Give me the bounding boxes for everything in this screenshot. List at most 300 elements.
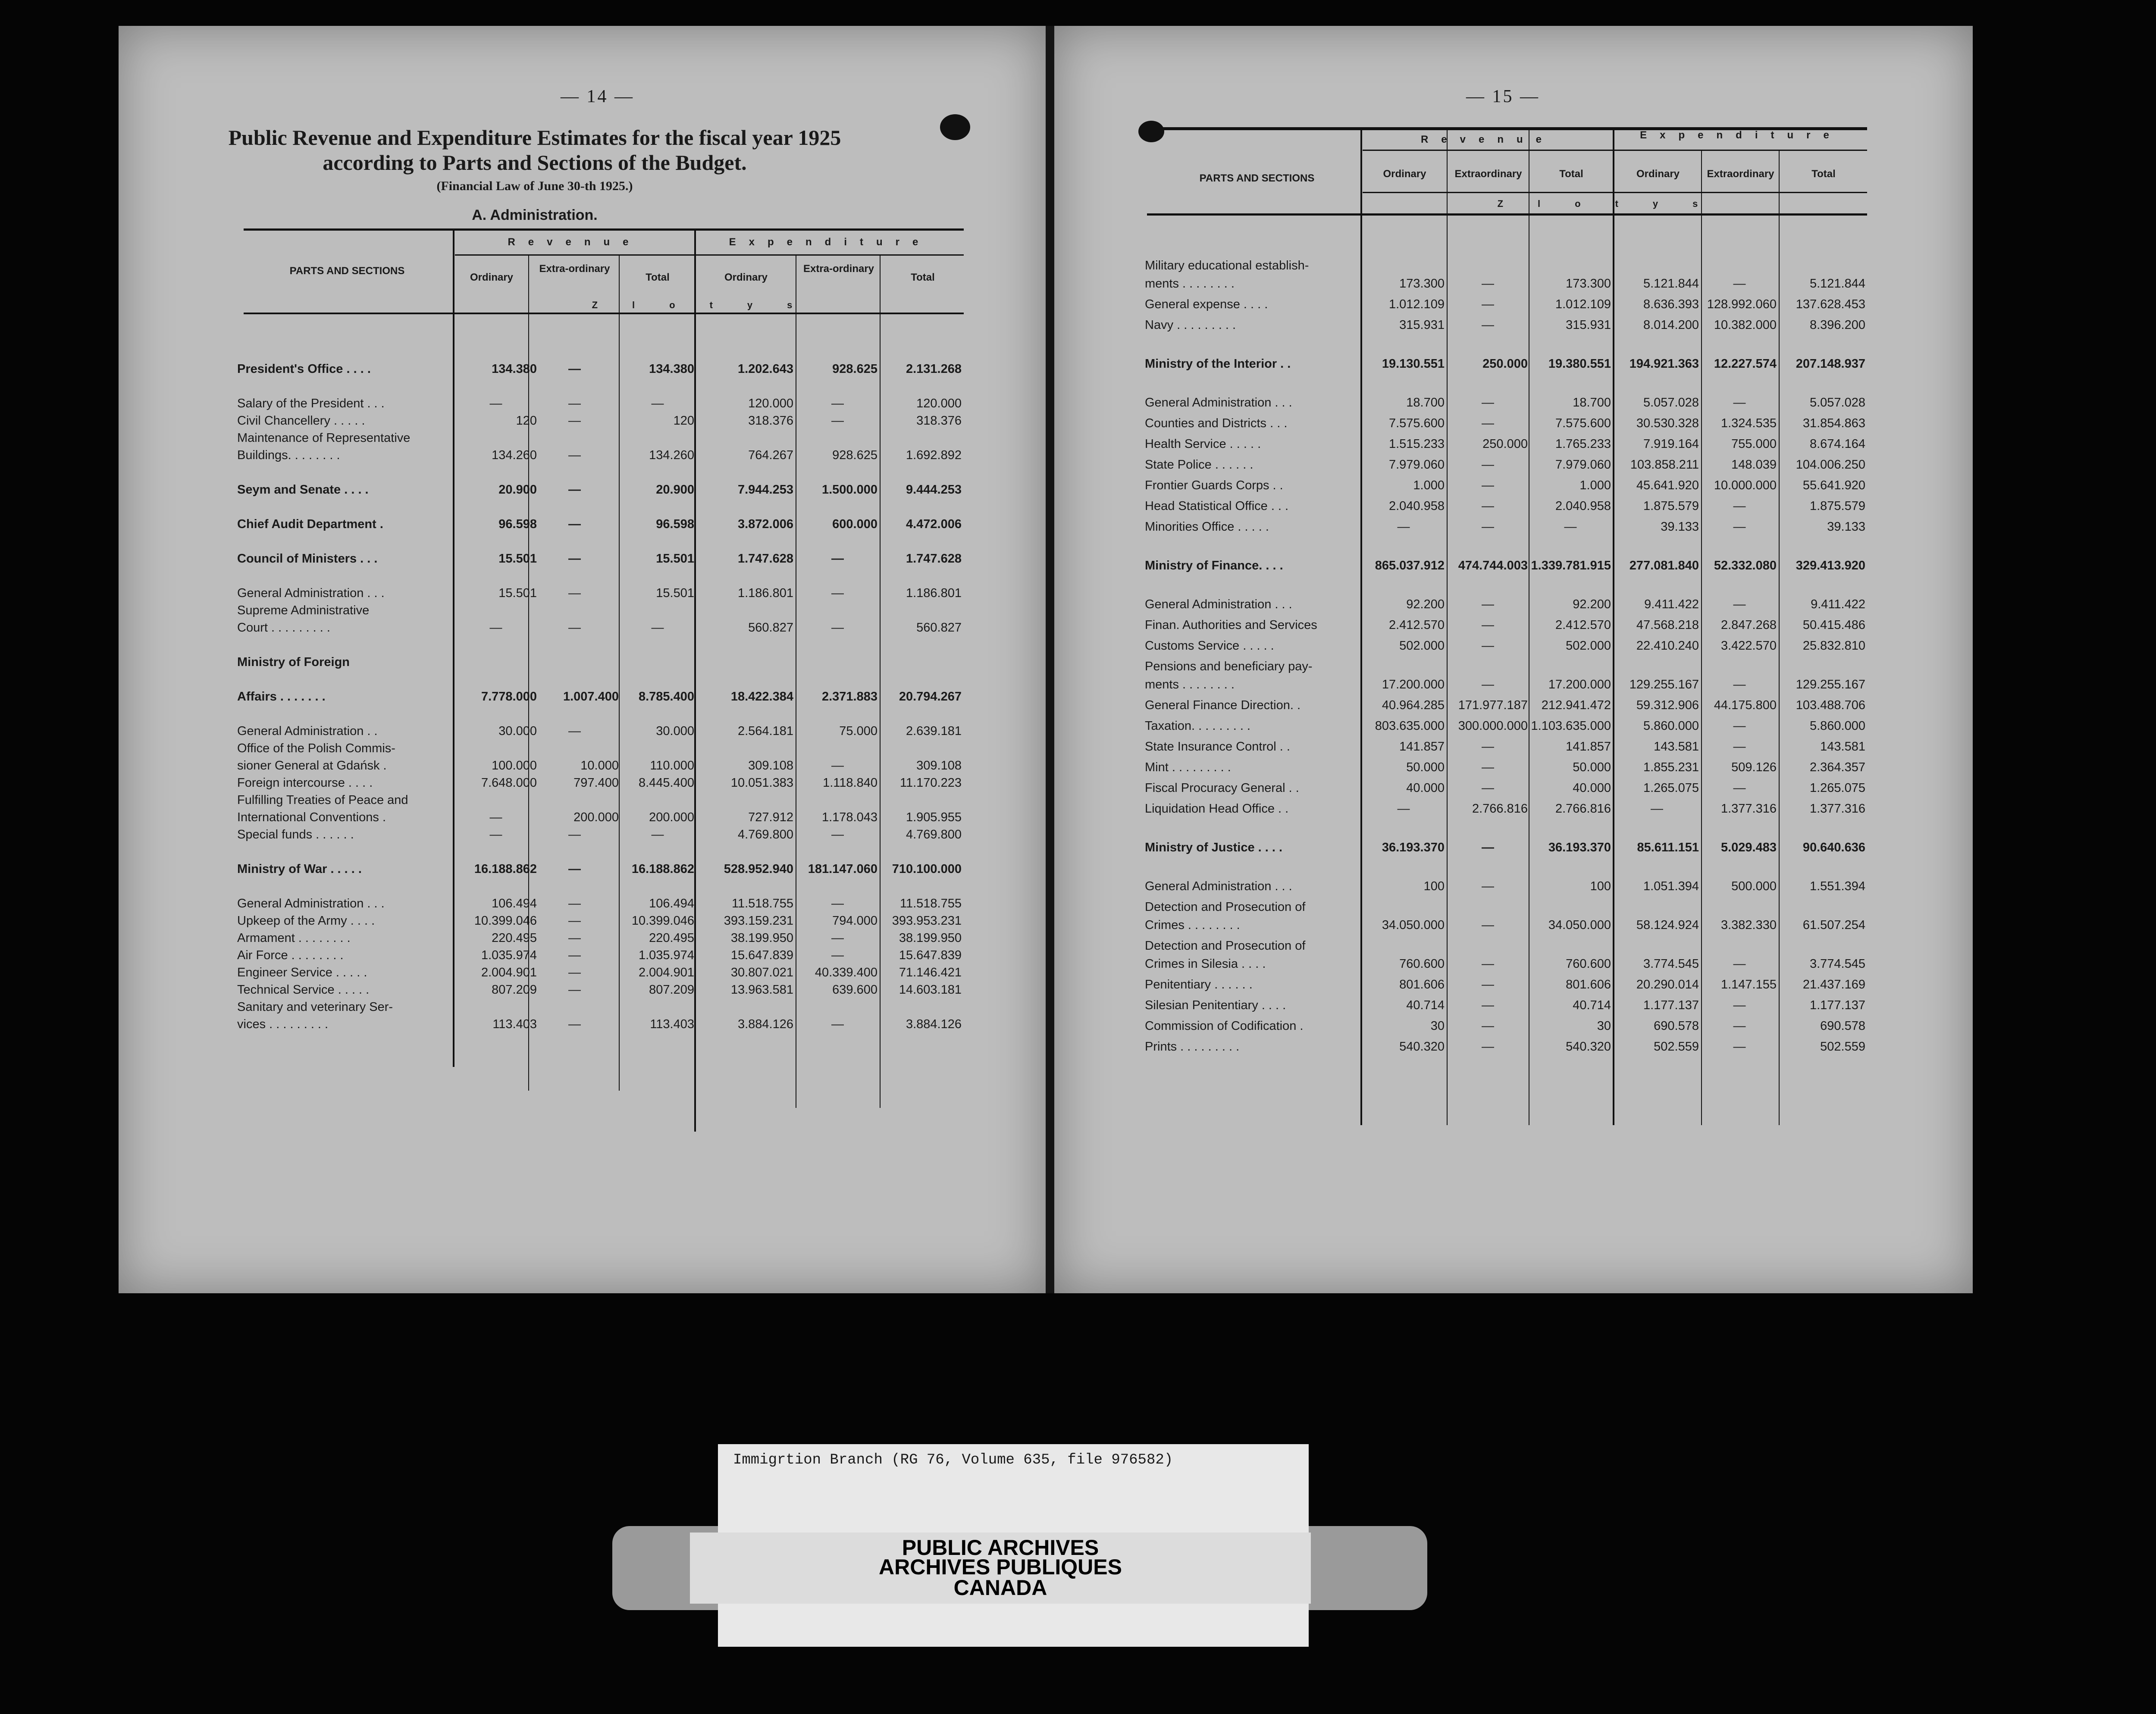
cell-value: —: [568, 914, 581, 928]
cell-value: 2.040.958: [1555, 499, 1611, 513]
cell-value: 173.300: [1566, 277, 1611, 291]
cell-value: 40.339.400: [815, 966, 877, 979]
cell-value: —: [831, 948, 844, 962]
cell-value: 1.324.535: [1720, 416, 1777, 430]
cell-value: 10.000.000: [1714, 479, 1777, 492]
cell-value: 1.186.801: [906, 586, 962, 600]
cell-value: —: [568, 362, 581, 376]
section-title: A. Administration.: [472, 207, 598, 223]
cell-value: 250.000: [1482, 357, 1528, 371]
cell-value: 7.575.600: [1555, 416, 1611, 430]
row-label: Supreme Administrative: [237, 604, 370, 617]
cell-value: 928.625: [832, 448, 877, 462]
cell-value: 1.765.233: [1555, 437, 1611, 451]
cell-value: —: [1397, 520, 1410, 534]
cell-value: 474.744.003: [1458, 559, 1528, 572]
cell-value: 134.380: [492, 362, 537, 376]
cell-value: —: [1482, 458, 1494, 472]
cell-value: 8.396.200: [1809, 318, 1865, 332]
cell-value: 8.674.164: [1809, 437, 1865, 451]
cell-value: 1.178.043: [821, 810, 877, 824]
cell-value: 1.051.394: [1643, 879, 1699, 893]
cell-value: —: [831, 552, 844, 566]
cell-value: 1.875.579: [1809, 499, 1865, 513]
cell-value: 50.000: [1406, 760, 1445, 774]
left-header-exp-ordinary: Ordinary: [724, 272, 768, 283]
cell-value: —: [1733, 1040, 1746, 1054]
cell-value: 309.108: [916, 759, 962, 773]
cell-value: 5.121.844: [1809, 277, 1865, 291]
row-label: General Administration . . .: [237, 586, 385, 600]
cell-value: 103.488.706: [1796, 698, 1865, 712]
row-label: President's Office . . . .: [237, 362, 371, 376]
cell-value: —: [568, 948, 581, 962]
cell-value: 318.376: [748, 414, 793, 428]
cell-value: 22.410.240: [1636, 639, 1699, 653]
cell-value: 1.855.231: [1643, 760, 1699, 774]
cell-value: —: [1482, 1040, 1494, 1054]
row-label: Pensions and beneficiary pay-: [1145, 660, 1313, 673]
row-label: Military educational establish-: [1145, 259, 1309, 272]
cell-value: 250.000: [1482, 437, 1528, 451]
cell-value: 2.412.570: [1388, 618, 1445, 632]
right-header-expenditure: Expenditure: [1640, 129, 1842, 141]
cell-value: 2.639.181: [906, 724, 962, 738]
cell-value: 106.494: [649, 897, 694, 910]
cell-value: —: [1733, 719, 1746, 733]
cell-value: —: [1482, 740, 1494, 754]
cell-value: —: [1482, 277, 1494, 291]
cell-value: —: [568, 448, 581, 462]
cell-value: 1.515.233: [1388, 437, 1445, 451]
cell-value: 502.559: [1820, 1040, 1865, 1054]
cell-value: 12.227.574: [1714, 357, 1777, 371]
cell-value: 502.000: [1399, 639, 1445, 653]
cell-value: 106.494: [492, 897, 537, 910]
cell-value: 17.200.000: [1548, 678, 1611, 691]
cell-value: 1.000: [1579, 479, 1611, 492]
left-header-currency: Zlotys: [592, 300, 827, 310]
cell-value: 807.209: [492, 983, 537, 997]
cell-value: 928.625: [832, 362, 877, 376]
book-gutter: [1046, 26, 1054, 1293]
cell-value: 173.300: [1399, 277, 1445, 291]
row-label: Special funds . . . . . .: [237, 828, 354, 841]
cell-value: 39.133: [1661, 520, 1699, 534]
cell-value: 318.376: [916, 414, 962, 428]
row-label: State Police . . . . . .: [1145, 458, 1253, 472]
cell-value: —: [831, 931, 844, 945]
cell-value: —: [1733, 499, 1746, 513]
cell-value: 55.641.920: [1802, 479, 1865, 492]
cell-value: —: [1482, 639, 1494, 653]
cell-value: 134.260: [492, 448, 537, 462]
row-label: General Administration . . .: [1145, 396, 1292, 410]
cell-value: —: [1733, 678, 1746, 691]
cell-value: —: [651, 621, 664, 635]
row-label: Air Force . . . . . . . .: [237, 948, 344, 962]
cell-value: 141.857: [1399, 740, 1445, 754]
cell-value: 690.578: [1820, 1019, 1865, 1033]
cell-value: 8.636.393: [1643, 297, 1699, 311]
left-header-exp-total: Total: [911, 272, 935, 283]
cell-value: 220.495: [649, 931, 694, 945]
row-label: Maintenance of Representative: [237, 431, 411, 445]
title-line-2: according to Parts and Sections of the Budget.: [323, 150, 747, 175]
row-label: General Administration . .: [237, 724, 378, 738]
cell-value: 329.413.920: [1796, 559, 1865, 572]
cell-value: 1.118.840: [823, 776, 877, 790]
cell-value: —: [1733, 597, 1746, 611]
cell-value: 1.012.109: [1388, 297, 1445, 311]
cell-value: 30: [1430, 1019, 1445, 1033]
cell-value: 10.399.046: [631, 914, 694, 928]
cell-value: —: [1482, 678, 1494, 691]
ink-blot: [940, 114, 970, 140]
cell-value: 5.860.000: [1643, 719, 1699, 733]
cell-value: —: [568, 586, 581, 600]
left-header-exp-extra: Extra-ordinary: [803, 263, 874, 275]
cell-value: 20.290.014: [1636, 978, 1699, 991]
cell-value: 1.747.628: [906, 552, 962, 566]
cell-value: 3.422.570: [1720, 639, 1777, 653]
cell-value: —: [831, 1017, 844, 1031]
cell-value: 5.029.483: [1720, 841, 1777, 854]
cell-value: 5.860.000: [1809, 719, 1865, 733]
cell-value: —: [1482, 879, 1494, 893]
title-line-1: Public Revenue and Expenditure Estimates for the fiscal year 1925: [228, 125, 841, 150]
row-label: Crimes . . . . . . . .: [1145, 918, 1240, 932]
cell-value: 1.265.075: [1643, 781, 1699, 795]
cell-value: 181.147.060: [808, 862, 877, 876]
cell-value: 96.598: [656, 517, 694, 531]
cell-value: 100: [1423, 879, 1445, 893]
cell-value: 710.100.000: [892, 862, 962, 876]
row-label: Seym and Senate . . . .: [237, 483, 369, 497]
cell-value: 11.518.755: [900, 897, 962, 910]
cell-value: 15.501: [656, 586, 694, 600]
row-label: Ministry of Foreign: [237, 655, 350, 669]
cell-value: 113.403: [650, 1017, 694, 1031]
cell-value: 1.103.635.000: [1531, 719, 1611, 733]
row-label: Fulfilling Treaties of Peace and: [237, 793, 408, 807]
cell-value: 10.051.383: [730, 776, 793, 790]
cell-value: 803.635.000: [1375, 719, 1445, 733]
cell-value: 8.014.200: [1643, 318, 1699, 332]
cell-value: 92.200: [1573, 597, 1611, 611]
cell-value: —: [568, 931, 581, 945]
cell-value: 801.606: [1399, 978, 1445, 991]
cell-value: 103.858.211: [1630, 458, 1699, 472]
cell-value: —: [1482, 618, 1494, 632]
cell-value: 315.931: [1566, 318, 1611, 332]
cell-value: —: [568, 1017, 581, 1031]
cell-value: —: [651, 828, 664, 841]
cell-value: 21.437.169: [1802, 978, 1865, 991]
cell-value: 760.600: [1399, 957, 1445, 971]
cell-value: 194.921.363: [1629, 357, 1699, 371]
row-label: Silesian Penitentiary . . . .: [1145, 998, 1286, 1012]
row-label: ments . . . . . . . .: [1145, 277, 1235, 291]
cell-value: 15.501: [498, 586, 537, 600]
ink-blot: [1138, 121, 1164, 142]
cell-value: 3.884.126: [737, 1017, 793, 1031]
cell-value: —: [1482, 1019, 1494, 1033]
row-label: Affairs . . . . . . .: [237, 690, 326, 704]
cell-value: 120.000: [748, 397, 793, 410]
cell-value: 560.827: [916, 621, 962, 635]
cell-value: 3.382.330: [1720, 918, 1777, 932]
cell-value: 7.778.000: [481, 690, 537, 704]
cell-value: 5.057.028: [1643, 396, 1699, 410]
left-header-rev-ordinary: Ordinary: [470, 272, 514, 283]
cell-value: 59.312.906: [1636, 698, 1699, 712]
cell-value: —: [831, 414, 844, 428]
cell-value: 1.377.316: [1809, 802, 1865, 816]
cell-value: 34.050.000: [1382, 918, 1445, 932]
right-page-number: — 15 —: [1466, 87, 1540, 106]
cell-value: 393.953.231: [892, 914, 962, 928]
cell-value: 38.199.950: [899, 931, 962, 945]
cell-value: 1.905.955: [906, 810, 962, 824]
cell-value: —: [1733, 396, 1746, 410]
cell-value: 727.912: [748, 810, 793, 824]
stamp-line-3: CANADA: [953, 1576, 1047, 1600]
cell-value: 20.900: [656, 483, 694, 497]
cell-value: —: [1482, 998, 1494, 1012]
row-label: Ministry of War . . . . .: [237, 862, 362, 876]
row-label: Council of Ministers . . .: [237, 552, 378, 566]
row-label: General expense . . . .: [1145, 297, 1268, 311]
cell-value: 45.641.920: [1636, 479, 1699, 492]
cell-value: 75.000: [839, 724, 877, 738]
row-label: Sanitary and veterinary Ser-: [237, 1000, 393, 1014]
cell-value: 502.000: [1566, 639, 1611, 653]
cell-value: —: [568, 983, 581, 997]
cell-value: 4.769.800: [906, 828, 962, 841]
cell-value: —: [831, 759, 844, 773]
row-label: Navy . . . . . . . . .: [1145, 318, 1236, 332]
cell-value: —: [1733, 1019, 1746, 1033]
cell-value: —: [651, 397, 664, 410]
cell-value: 30.530.328: [1636, 416, 1699, 430]
cell-value: 9.411.422: [1811, 597, 1865, 611]
stamp-line-1: PUBLIC ARCHIVES: [902, 1536, 1099, 1560]
cell-value: 36.193.370: [1382, 841, 1445, 854]
row-label: Chief Audit Department .: [237, 517, 383, 531]
cell-value: 502.559: [1654, 1040, 1699, 1054]
cell-value: 7.919.164: [1643, 437, 1699, 451]
row-label: Buildings. . . . . . . .: [237, 448, 340, 462]
cell-value: 30: [1597, 1019, 1611, 1033]
row-label: Court . . . . . . . . .: [237, 621, 330, 635]
cell-value: 11.518.755: [732, 897, 793, 910]
cell-value: —: [831, 828, 844, 841]
cell-value: 1.202.643: [737, 362, 793, 376]
left-page-number: — 14 —: [561, 87, 634, 106]
cell-value: 36.193.370: [1548, 841, 1611, 854]
cell-value: 1.000: [1413, 479, 1445, 492]
cell-value: 129.255.167: [1629, 678, 1699, 691]
right-header-exp-extra: Extraordinary: [1707, 168, 1774, 180]
cell-value: —: [1482, 499, 1494, 513]
row-label: Ministry of Justice . . . .: [1145, 841, 1283, 854]
cell-value: 16.188.862: [631, 862, 694, 876]
cell-value: 52.332.080: [1714, 559, 1777, 572]
cell-value: 3.774.545: [1643, 957, 1699, 971]
left-header-parts: PARTS AND SECTIONS: [289, 265, 405, 277]
row-label: Office of the Polish Commis-: [237, 741, 395, 755]
row-label: Technical Service . . . . .: [237, 983, 370, 997]
cell-value: 540.320: [1399, 1040, 1445, 1054]
cell-value: 148.039: [1731, 458, 1777, 472]
cell-value: —: [1482, 841, 1494, 854]
cell-value: 1.177.137: [1643, 998, 1699, 1012]
cell-value: 794.000: [832, 914, 877, 928]
cell-value: 15.501: [656, 552, 694, 566]
row-label: Minorities Office . . . . .: [1145, 520, 1269, 534]
cell-value: —: [1397, 802, 1410, 816]
cell-value: 865.037.912: [1375, 559, 1445, 572]
cell-value: 143.581: [1654, 740, 1699, 754]
cell-value: 18.700: [1406, 396, 1445, 410]
cell-value: —: [831, 586, 844, 600]
cell-value: 92.200: [1406, 597, 1445, 611]
cell-value: —: [1482, 760, 1494, 774]
cell-value: 2.766.816: [1555, 802, 1611, 816]
cell-value: 134.380: [649, 362, 694, 376]
cell-value: 2.364.357: [1809, 760, 1865, 774]
cell-value: 11.170.223: [900, 776, 962, 790]
cell-value: —: [489, 397, 502, 410]
row-label: Prints . . . . . . . . .: [1145, 1040, 1240, 1054]
cell-value: 1.186.801: [737, 586, 793, 600]
cell-value: —: [1482, 520, 1494, 534]
right-header-rev-total: Total: [1559, 168, 1583, 180]
cell-value: 1.265.075: [1809, 781, 1865, 795]
cell-value: 15.501: [498, 552, 537, 566]
row-label: Head Statistical Office . . .: [1145, 499, 1289, 513]
cell-value: —: [568, 414, 581, 428]
row-label: Ministry of the Interior . .: [1145, 357, 1291, 371]
row-label: Engineer Service . . . . .: [237, 966, 367, 979]
cell-value: 1.875.579: [1643, 499, 1699, 513]
cell-value: —: [1733, 957, 1746, 971]
cell-value: 18.700: [1573, 396, 1611, 410]
left-header-rev-extra: Extra-ordinary: [539, 263, 610, 275]
cell-value: 171.977.187: [1458, 698, 1528, 712]
cell-value: 90.640.636: [1802, 841, 1865, 854]
cell-value: —: [1482, 416, 1494, 430]
cell-value: —: [568, 724, 581, 738]
cell-value: 40.714: [1406, 998, 1445, 1012]
cell-value: —: [1733, 277, 1746, 291]
cell-value: 129.255.167: [1796, 678, 1865, 691]
cell-value: —: [568, 552, 581, 566]
cell-value: 17.200.000: [1382, 678, 1445, 691]
cell-value: —: [568, 897, 581, 910]
cell-value: —: [831, 397, 844, 410]
cell-value: —: [568, 483, 581, 497]
cell-value: 1.339.781.915: [1531, 559, 1611, 572]
cell-value: 96.598: [498, 517, 537, 531]
cell-value: 39.133: [1827, 520, 1865, 534]
cell-value: 801.606: [1566, 978, 1611, 991]
row-label: Civil Chancellery . . . . .: [237, 414, 365, 428]
archive-note: Immigrtion Branch (RG 76, Volume 635, file 976582): [733, 1452, 1173, 1468]
row-label: Customs Service . . . . .: [1145, 639, 1274, 653]
cell-value: 764.267: [748, 448, 793, 462]
cell-value: 20.900: [498, 483, 537, 497]
cell-value: 120.000: [916, 397, 962, 410]
cell-value: 18.422.384: [730, 690, 793, 704]
cell-value: 1.747.628: [737, 552, 793, 566]
cell-value: 3.872.006: [737, 517, 793, 531]
cell-value: 1.035.974: [481, 948, 537, 962]
cell-value: 30.807.021: [730, 966, 793, 979]
cell-value: 58.124.924: [1636, 918, 1699, 932]
cell-value: 309.108: [748, 759, 793, 773]
cell-value: 200.000: [573, 810, 619, 824]
cell-value: —: [1733, 781, 1746, 795]
cell-value: 1.147.155: [1720, 978, 1777, 991]
cell-value: 16.188.862: [474, 862, 537, 876]
cell-value: 315.931: [1399, 318, 1445, 332]
cell-value: 100.000: [492, 759, 537, 773]
cell-value: 1.007.400: [563, 690, 619, 704]
row-label: Health Service . . . . .: [1145, 437, 1261, 451]
right-header-parts: PARTS AND SECTIONS: [1199, 172, 1315, 184]
cell-value: 50.000: [1573, 760, 1611, 774]
cell-value: 8.785.400: [638, 690, 694, 704]
cell-value: 128.992.060: [1707, 297, 1777, 311]
row-label: Crimes in Silesia . . . .: [1145, 957, 1266, 971]
cell-value: —: [1482, 978, 1494, 991]
cell-value: 50.415.486: [1802, 618, 1865, 632]
cell-value: 120: [516, 414, 537, 428]
row-label: General Administration . . .: [1145, 879, 1292, 893]
cell-value: 110.000: [650, 759, 694, 773]
document-subtitle: (Financial Law of June 30-th 1925.): [436, 179, 633, 193]
cell-value: —: [568, 966, 581, 979]
cell-value: —: [568, 397, 581, 410]
row-label: Salary of the President . . .: [237, 397, 385, 410]
row-label: Mint . . . . . . . . .: [1145, 760, 1231, 774]
row-label: sioner General at Gdańsk .: [237, 759, 387, 773]
cell-value: 4.472.006: [906, 517, 962, 531]
cell-value: 2.412.570: [1555, 618, 1611, 632]
row-label: General Finance Direction. .: [1145, 698, 1301, 712]
row-label: Ministry of Finance. . . .: [1145, 559, 1283, 572]
cell-value: —: [1482, 396, 1494, 410]
cell-value: —: [1482, 957, 1494, 971]
cell-value: 1.035.974: [638, 948, 694, 962]
stamp-line-2: ARCHIVES PUBLIQUES: [879, 1555, 1122, 1579]
cell-value: —: [568, 621, 581, 635]
cell-value: —: [1733, 998, 1746, 1012]
row-label: General Administration . . .: [237, 897, 385, 910]
left-header-revenue: Revenue: [508, 236, 642, 248]
cell-value: 31.854.863: [1802, 416, 1865, 430]
cell-value: 137.628.453: [1796, 297, 1865, 311]
row-label: Penitentiary . . . . . .: [1145, 978, 1253, 991]
cell-value: 1.692.892: [906, 448, 962, 462]
cell-value: 2.371.883: [821, 690, 877, 704]
cell-value: 3.884.126: [906, 1017, 962, 1031]
row-label: Armament . . . . . . . .: [237, 931, 351, 945]
cell-value: —: [1482, 918, 1494, 932]
cell-value: 5.057.028: [1809, 396, 1865, 410]
